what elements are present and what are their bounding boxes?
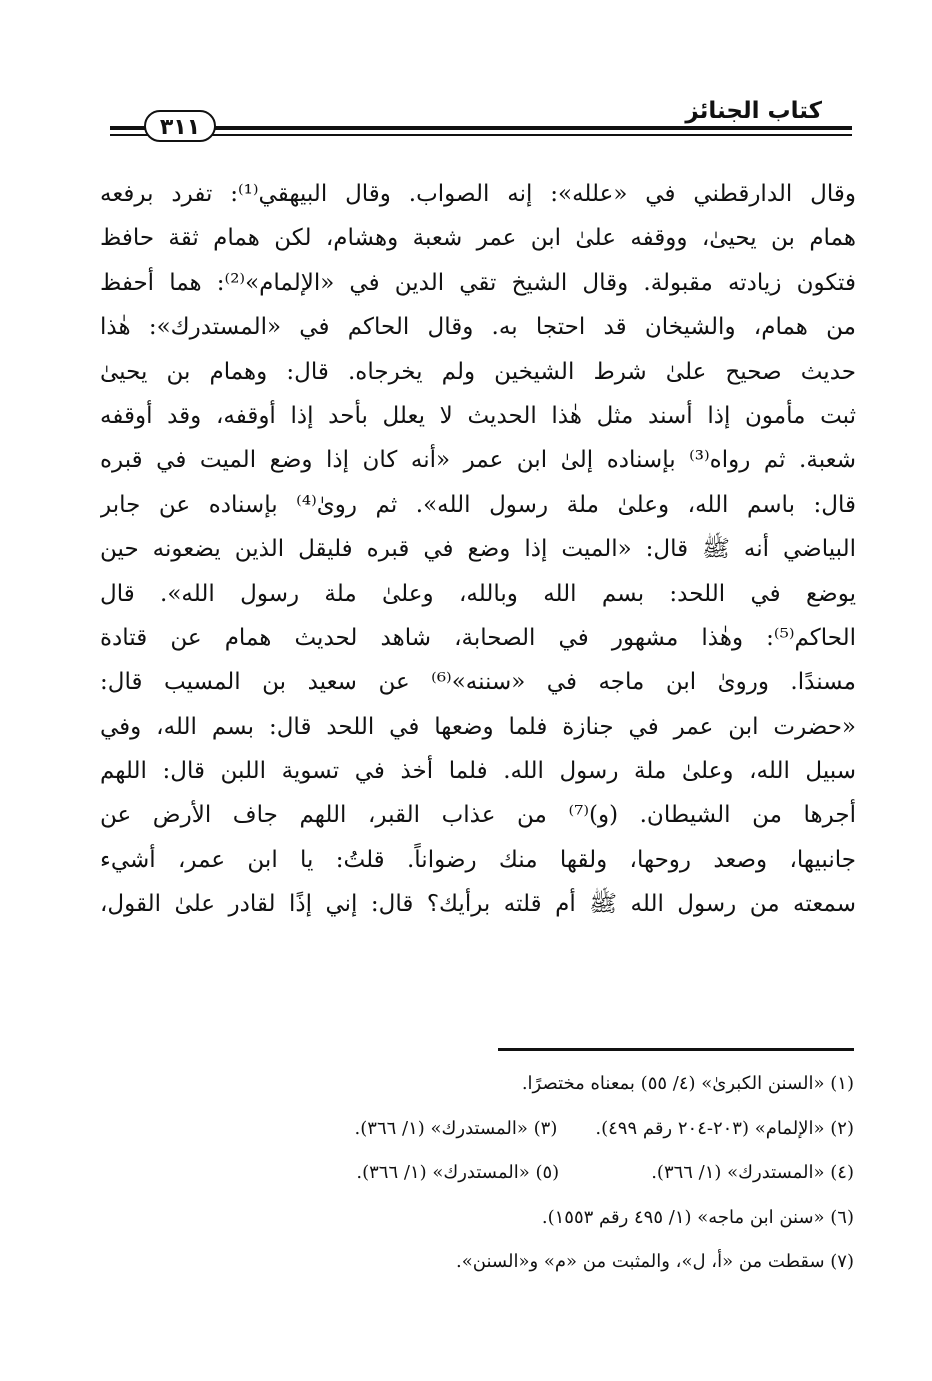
text-line: وقال الدارقطني في «علله»: إنه الصواب. وقال البيهقي⁽¹⁾: تفرد برفعه <box>100 181 856 207</box>
footnote-row <box>200 1196 854 1241</box>
footnote-6: (٦) «سنن ابن ماجه» (١/ ٤٩٥ رقم ١٥٥٣). <box>541 1206 854 1228</box>
footnote-1: (١) «السنن الكبرىٰ» (٤/ ٥٥) بمعناه مختصرًا. <box>521 1073 854 1094</box>
footnote-row <box>200 1062 854 1107</box>
page-number: ٣١١ <box>144 110 216 142</box>
footnote-7: (٧) سقطت من «أ، ل»، والمثبت من «م» و«السنن». <box>456 1251 854 1272</box>
footnote-row <box>200 1151 854 1196</box>
footnote-2: (٢) «الإلمام» (٢٠٣-٢٠٤ رقم ٤٩٩). <box>595 1117 854 1139</box>
text-line: ثبت مأمون إذا أسند مثل هٰذا الحديث لا يعلل بأحد إذا أوقفه، وقد أوقفه <box>100 402 856 429</box>
footnote-row <box>200 1107 854 1152</box>
text-line: من همام، والشيخان قد احتجا به. وقال الحاكم في «المستدرك»: هٰذا <box>100 314 856 341</box>
book-title: كتاب الجنائز <box>685 98 822 124</box>
text-line: الحاكم⁽⁵⁾: وهٰذا مشهور في الصحابة، شاهد لحديث همام عن قتادة <box>100 624 856 651</box>
text-line: همام بن يحيىٰ، ووقفه علىٰ ابن عمر شعبة وهشام، لكن همام ثقة حافظ <box>100 225 856 252</box>
header-rule-thin <box>110 134 852 136</box>
text-line: «حضرت ابن عمر في جنازة فلما وضعها في اللحد قال: بسم الله، وفي <box>100 713 856 740</box>
text-line: سمعته من رسول الله ﷺ أم قلته برأيك؟ قال: إني إذًا لقادر علىٰ القول، <box>100 891 856 918</box>
header-rule-thick <box>110 126 852 130</box>
text-line: يوضع في اللحد: بسم الله وبالله، وعلىٰ ملة رسول الله». قال <box>100 580 856 607</box>
text-line: قال: باسم الله، وعلىٰ ملة رسول الله». ثم روىٰ⁽⁴⁾ بإسناده عن جابر <box>100 491 856 518</box>
text-line: البياضي أنه ﷺ قال: «الميت إذا وضع في قبره فليقل الذين يضعونه حين <box>100 536 856 563</box>
text-line: مسندًا. وروىٰ ابن ماجه في «سننه»⁽⁶⁾ عن سعيد بن المسيب قال: <box>100 669 856 696</box>
main-text-body <box>100 172 856 927</box>
footnote-divider <box>498 1048 854 1051</box>
footnotes-section <box>200 1062 854 1285</box>
footnote-5: (٥) «المستدرك» (١/ ٣٦٦). <box>356 1162 560 1183</box>
footnote-3: (٣) «المستدرك» (١/ ٣٦٦). <box>354 1117 558 1139</box>
text-line: فتكون زيادته مقبولة. وقال الشيخ تقي الدين في «الإلمام»⁽²⁾: هما أحفظ <box>100 269 856 296</box>
text-line: سبيل الله، وعلىٰ ملة رسول الله. فلما أخذ في تسوية اللبن قال: اللهم <box>100 758 856 785</box>
text-line: حديث صحيح علىٰ شرط الشيخين ولم يخرجاه. قال: وهمام بن يحيىٰ <box>100 358 856 385</box>
text-line: شعبة. ثم رواه⁽³⁾ بإسناده إلىٰ ابن عمر «أنه كان إذا وضع الميت في قبره <box>100 447 856 474</box>
text-line: أجرها من الشيطان. (و)⁽⁷⁾ من عذاب القبر، اللهم جاف الأرض عن <box>100 802 856 829</box>
footnote-row <box>200 1240 854 1285</box>
text-line: جانبيها، وصعد روحها، ولقها منك رضواناً. قلتُ: يا ابن عمر، أشيء <box>100 846 856 873</box>
page-header <box>110 90 852 150</box>
footnote-4: (٤) «المستدرك» (١/ ٣٦٦). <box>651 1162 854 1183</box>
